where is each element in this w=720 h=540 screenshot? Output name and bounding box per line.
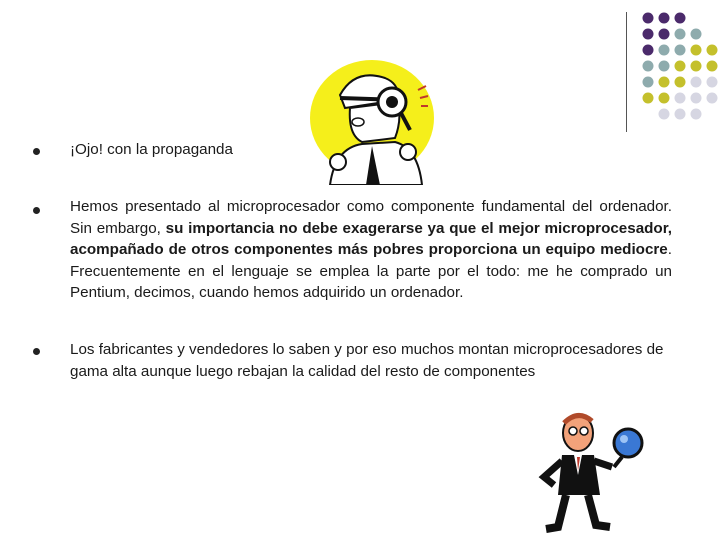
paragraph-text: Hemos presentado al microprocesador como componente fundamental del ordenador. Sin embargo, <box>70 198 672 237</box>
bullet-dot <box>33 148 40 155</box>
detective-magnifier-icon <box>300 60 450 185</box>
slide-heading: ¡Ojo! con la propaganda <box>70 141 233 158</box>
divider-line <box>626 12 627 132</box>
paragraph-text: . Frecuentemente en el lenguaje se emplea la parte por el todo: me he comprado un Pentium, decimos, cuando hemos adquirido un ordenador. <box>70 241 672 301</box>
bullet-dot <box>33 348 40 355</box>
paragraph-microprocessor <box>70 196 672 304</box>
decorative-dot-grid <box>640 12 720 122</box>
paragraph-emphasis: su importancia no debe exagerarse ya que el mejor microprocesador, acompañado de otros componentes más pobres proporciona un equipo mediocre <box>70 219 672 258</box>
bullet-dot <box>33 207 40 214</box>
man-magnifier-icon <box>530 405 645 535</box>
paragraph-manufacturers: Los fabricantes y vendedores lo saben y por eso muchos montan microprocesadores de gama alta aunque luego rebajan la calidad del resto de componentes <box>70 341 664 380</box>
